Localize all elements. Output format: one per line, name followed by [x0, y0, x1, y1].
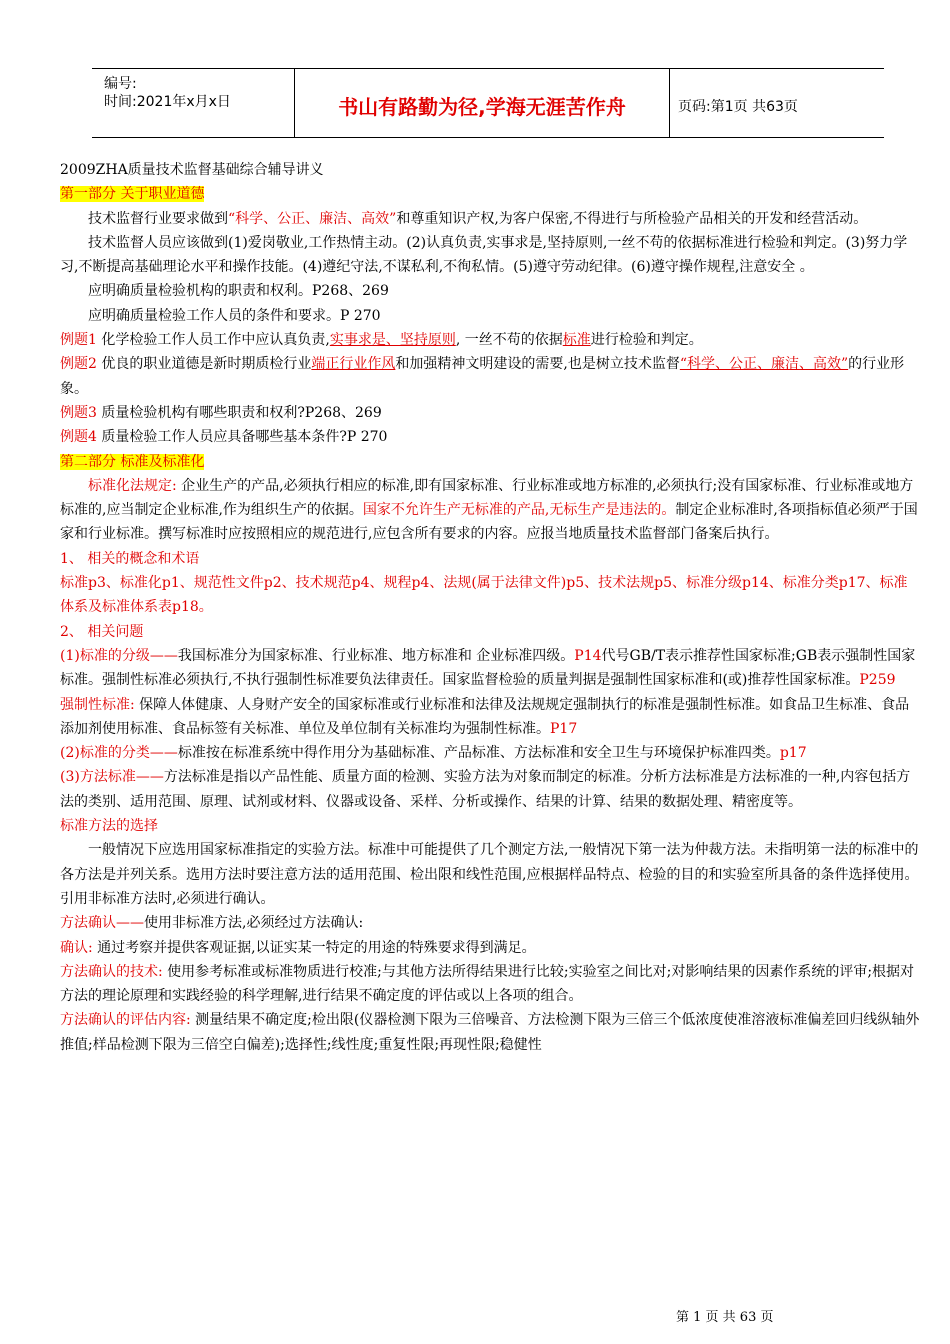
- issue-2: [60, 741, 920, 765]
- issue-3: [60, 765, 920, 814]
- header-meta-cell: [92, 69, 294, 137]
- paragraph-standardization-law: [60, 474, 920, 547]
- section-heading-terms: 1、 相关的概念和术语: [60, 550, 200, 567]
- document-body: [60, 158, 920, 1057]
- example-2: [60, 352, 920, 401]
- highlight-run: “科学、公正、廉洁、高效”: [228, 210, 397, 227]
- label-run: (3)方法标准——: [60, 769, 164, 786]
- example-label: 例题1: [60, 332, 97, 349]
- label-run: 方法确认——: [60, 915, 144, 932]
- doc-title: 2009ZHA质量技术监督基础综合辅导讲义: [60, 162, 324, 178]
- text-run: 进行检验和判定。: [590, 332, 703, 349]
- text-run: 技术监督行业要求做到: [88, 210, 228, 227]
- text-run: 和加强精神文明建设的需要,也是树立技术监督: [395, 356, 680, 373]
- text-run: 质量检验工作人员应具备哪些基本条件?P 270: [96, 429, 388, 446]
- text-run: 使用非标准方法,必须经过方法确认:: [144, 915, 364, 932]
- text-run: 制定企业标准时,各项指标值必须严于国家和行业标准。撰写标准时应按照相应的规范进行,应包含所有要求的内容。应报当地质量技术监督部门备案后执行。: [60, 502, 918, 543]
- header-table: [92, 68, 884, 138]
- label-run: (1)标准的分级——: [60, 647, 178, 664]
- page-ref: P17: [550, 720, 578, 737]
- confirmation-evaluation: [60, 1008, 920, 1057]
- label-run: 标准化法规定:: [88, 477, 177, 494]
- part1-heading: [60, 182, 920, 206]
- header-motto-cell: [294, 69, 670, 137]
- label-run: (2)标准的分类——: [60, 745, 178, 762]
- section-heading-issues: 2、 相关问题: [60, 623, 144, 640]
- text-run: 优良的职业道德是新时期质检行业: [96, 356, 312, 373]
- highlight-run: 国家不允许生产无标准的产品,无标生产是违法的。: [362, 502, 676, 519]
- motto-text: 书山有路勤为径,学海无涯苦作舟: [338, 95, 626, 119]
- text-run: , 一丝不苟的依据: [455, 332, 563, 349]
- paragraph-staff-duties: 技术监督人员应该做到(1)爱岗敬业,工作热情主动。(2)认真负责,实事求是,坚持原则,一丝不苟的依据标准进行检验和判定。(3)努力学习,不断提高基础理论水平和操作技能。(4)遵纪守法,不谋私利,不徇私情。(5)遵守劳动纪律。(6)遵守操作规程,注意安全 。: [60, 234, 908, 276]
- part2-heading: [60, 450, 920, 474]
- text-run: 测量结果不确定度;检出限(仪器检测下限为三倍噪音、方法检测下限为三倍三个低浓度使准溶液标准偏差回归线纵轴外推值;样品检测下限为三倍空白偏差);选择性;线性度;重复性限;再现性限;稳健性: [60, 1012, 920, 1053]
- text-run: 代号GB/T表示推荐性国家标准;GB表示强制性国家标准。强制性标准必须执行,不执行强制性标准要负法律责任。国家监督检验的质量判据是强制性国家标准和(或)推荐性国家标准。: [60, 647, 916, 689]
- page-ref: P259: [859, 672, 896, 689]
- example-label: 例题4: [60, 429, 97, 446]
- issue-1: [60, 644, 920, 693]
- label-run: 方法确认的评估内容:: [60, 1012, 191, 1029]
- example-label: 例题3: [60, 404, 97, 421]
- text-run: 的行业形象。: [60, 356, 905, 397]
- text-run: 化学检验工作人员工作中应认真负责,: [96, 332, 330, 349]
- text-run: 我国标准分为国家标准、行业标准、地方标准和 企业标准四级。: [177, 647, 575, 664]
- text-run: 使用参考标准或标准物质进行校准;与其他方法所得结果进行比较;实验室之间比对;对影响结果的因素作系统的评审;根据对方法的理论原理和实践经验的科学理解,进行结果不确定度的评估或以上各项的组合。: [60, 963, 915, 1005]
- terms-list: 标准p3、标准化p1、规范性文件p2、技术规范p4、规程p4、法规(属于法律文件)p5、技术法规p5、标准分级p14、标准分类p17、标准体系及标准体系表p18。: [60, 575, 908, 616]
- answer-run: 实事求是、坚持原则: [329, 332, 456, 349]
- answer-run: 标准: [562, 332, 591, 349]
- part1-heading-text: 第一部分 关于职业道德: [60, 186, 205, 203]
- answer-run: “科学、公正、廉洁、高效”: [679, 356, 849, 373]
- header-page-cell: [668, 69, 884, 137]
- example-1: [60, 328, 920, 352]
- label-run: 确认:: [60, 939, 93, 956]
- text-run: 和尊重知识产权,为客户保密,不得进行与所检验产品相关的开发和经营活动。: [396, 210, 868, 227]
- method-confirmation: [60, 911, 920, 935]
- paragraph-agency-duties: 应明确质量检验机构的职责和权利。P268、269: [88, 283, 389, 300]
- example-4: [60, 425, 920, 449]
- mandatory-standard: [60, 693, 920, 742]
- text-run: 保障人体健康、人身财产安全的国家标准或行业标准和法律及法规规定强制执行的标准是强制性标准。如食品卫生标准、食品添加剂使用标准、食品标签有关标准、单位及单位制有关标准均为强制性标准。: [60, 696, 910, 737]
- text-run: 质量检验机构有哪些职责和权利?P268、269: [96, 404, 382, 421]
- text-run: 方法标准是指以产品性能、质量方面的检测、实验方法为对象而制定的标准。分析方法标准是方法标准的一种,内容包括方法的类别、适用范围、原理、试剂或材料、仪器或设备、采样、分析或操作、结果的计算、结果的数据处理、精密度等。: [60, 769, 911, 810]
- paragraph-ethics-requirement: [60, 207, 920, 231]
- part2-heading-text: 第二部分 标准及标准化: [60, 453, 205, 470]
- example-3: [60, 401, 920, 425]
- paragraph-method-selection: 一般情况下应选用国家标准指定的实验方法。标准中可能提供了几个测定方法,一般情况下第一法为仲裁方法。未指明第一法的标准中的各方法是并列关系。选用方法时要注意方法的适用范围、检出限和线性范围,应根据样品特点、检验的目的和实验室所具备的条件选择使用。引用非标准方法时,必须进行确认。: [60, 842, 919, 907]
- text-run: 企业生产的产品,必须执行相应的标准,即有国家标准、行业标准或地方标准的,必须执行;没有国家标准、行业标准或地方标准的,应当制定企业标准,作为组织生产的依据。: [60, 477, 914, 519]
- answer-run: 端正行业作风: [311, 356, 396, 373]
- label-run: 方法确认的技术:: [60, 963, 163, 980]
- label-run: 强制性标准:: [60, 696, 135, 713]
- section-heading-method-selection: 标准方法的选择: [60, 818, 158, 835]
- confirmation-techniques: [60, 960, 920, 1009]
- page-ref: p17: [779, 745, 807, 762]
- page-label: 页码:第1页 共63页: [678, 99, 798, 115]
- time-label: 时间:2021年x月x日: [104, 94, 231, 110]
- number-label: 编号:: [104, 76, 137, 92]
- text-run: 通过考察并提供客观证据,以证实某一特定的用途的特殊要求得到满足。: [92, 939, 536, 956]
- confirmation-definition: [60, 936, 920, 960]
- page-footer: 第 1 页 共 63 页: [676, 1310, 774, 1325]
- page-ref: P14: [574, 647, 602, 664]
- text-run: 标准按在标准系统中得作用分为基础标准、产品标准、方法标准和安全卫生与环境保护标准四类。: [177, 745, 780, 762]
- paragraph-staff-conditions: 应明确质量检验工作人员的条件和要求。P 270: [88, 307, 381, 324]
- example-label: 例题2: [60, 356, 97, 373]
